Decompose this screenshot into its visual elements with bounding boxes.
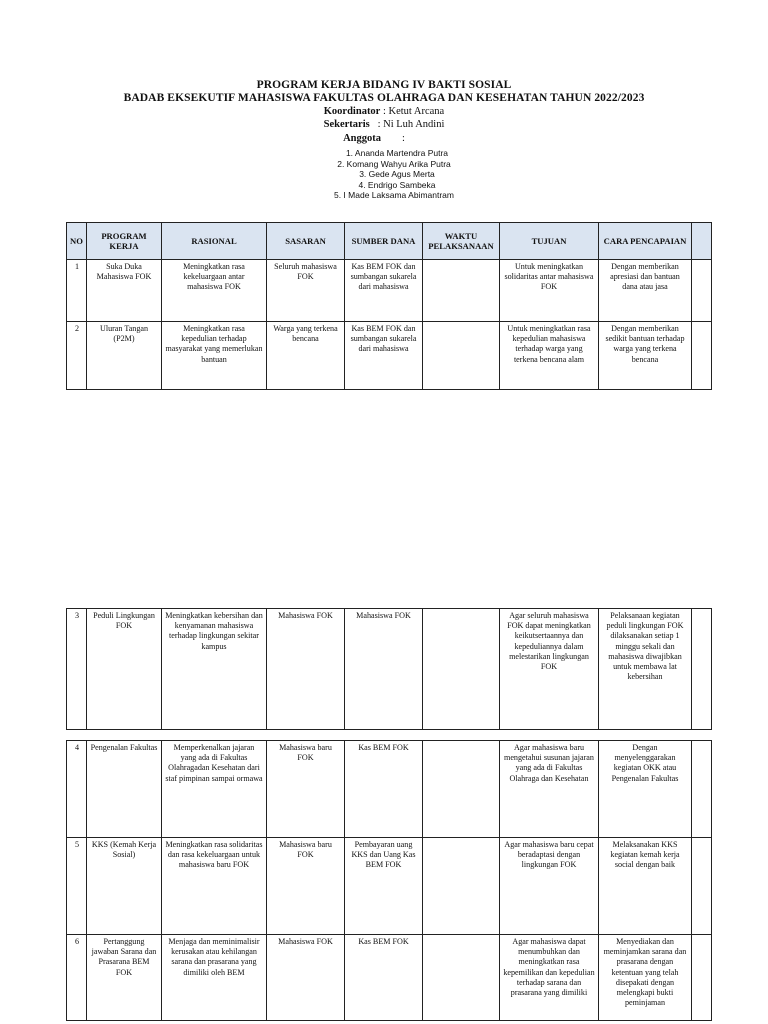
cell-sasaran: Warga yang terkena bencana [267, 322, 345, 390]
cell-extra [692, 322, 712, 390]
member-list [0, 148, 768, 201]
table-row [67, 741, 712, 838]
cell-rasional: Menjaga dan meminimalisir kerusakan atau kehilangan sarana dan prasarana yang dimiliki oleh BEM [162, 935, 267, 1021]
anggota-label: Anggota [343, 133, 381, 144]
program-table-part-2 [66, 608, 712, 730]
table-row [67, 260, 712, 322]
cell-no: 2 [67, 322, 87, 390]
cell-tujuan: Agar mahasiswa baru cepat beradaptasi dengan lingkungan FOK [500, 838, 599, 935]
table-row [67, 838, 712, 935]
cell-sasaran: Mahasiswa baru FOK [267, 838, 345, 935]
col-header-rasional: RASIONAL [162, 223, 267, 260]
cell-waktu [423, 838, 500, 935]
cell-extra [692, 609, 712, 730]
cell-tujuan: Agar seluruh mahasiswa FOK dapat meningkatkan keikutsertaannya dan kepeduliannya dalam melestarikan lingkungan FOK [500, 609, 599, 730]
cell-sumber-dana: Pembayaran uang KKS dan Uang Kas BEM FOK [345, 838, 423, 935]
cell-no: 4 [67, 741, 87, 838]
cell-rasional: Meningkatkan kebersihan dan kenyamanan mahasiswa terhadap lingkungan sekitar kampus [162, 609, 267, 730]
document-title: PROGRAM KERJA BIDANG IV BAKTI SOSIAL [256, 79, 512, 91]
cell-rasional: Meningkatkan rasa kepedulian terhadap masyarakat yang memerlukan bantuan [162, 322, 267, 390]
col-header-extra [692, 223, 712, 260]
cell-sumber-dana: Kas BEM FOK dan sumbangan sukarela dari mahasiswa [345, 322, 423, 390]
cell-sasaran: Mahasiswa FOK [267, 609, 345, 730]
cell-program: KKS (Kemah Kerja Sosial) [87, 838, 162, 935]
cell-no: 1 [67, 260, 87, 322]
cell-tujuan: Agar mahasiswa dapat menumbuhkan dan meningkatkan rasa kepemilikan dan kepedulian terhadap sarana dan prasarana yang dimiliki [500, 935, 599, 1021]
cell-sasaran: Mahasiswa baru FOK [267, 741, 345, 838]
cell-program: Pengenalan Fakultas [87, 741, 162, 838]
col-header-program: PROGRAM KERJA [87, 223, 162, 260]
cell-no: 6 [67, 935, 87, 1021]
member-item: 1. Ananda Martendra Putra [345, 148, 449, 158]
cell-program: Pertanggung jawaban Sarana dan Prasarana BEM FOK [87, 935, 162, 1021]
col-header-waktu: WAKTU PELAKSANAAN [423, 223, 500, 260]
cell-tujuan: Agar mahasiswa baru mengetahui susunan jajaran yang ada di Fakultas Olahraga dan Kesehatan [500, 741, 599, 838]
table-row [67, 935, 712, 1021]
cell-cara: Melaksanakan KKS kegiatan kemah kerja social dengan baik [599, 838, 692, 935]
cell-sasaran: Mahasiswa FOK [267, 935, 345, 1021]
cell-cara: Pelaksanaan kegiatan peduli lingkungan FOK dilaksanakan setiap 1 minggu sekali dan mahasiswa diwajibkan untuk membawa lat kebersihan [599, 609, 692, 730]
cell-cara: Menyediakan dan meminjamkan sarana dan prasarana dengan ketentuan yang telah disepakati dengan melengkapi bukti peminjaman [599, 935, 692, 1021]
koordinator-line [0, 106, 768, 117]
cell-cara: Dengan memberikan sedikit bantuan terhadap warga yang terkena bencana [599, 322, 692, 390]
anggota-separator: : [402, 133, 405, 144]
cell-extra [692, 935, 712, 1021]
col-header-sasaran: SASARAN [267, 223, 345, 260]
cell-sumber-dana: Mahasiswa FOK [345, 609, 423, 730]
cell-waktu [423, 609, 500, 730]
cell-sumber-dana: Kas BEM FOK [345, 741, 423, 838]
member-item: 2. Komang Wahyu Arika Putra [337, 158, 451, 169]
col-header-tujuan: TUJUAN [500, 223, 599, 260]
cell-sumber-dana: Kas BEM FOK dan sumbangan sukarela dari mahasiswa [345, 260, 423, 322]
program-table-part-1 [66, 222, 712, 390]
cell-rasional: Memperkenalkan jajaran yang ada di Fakultas Olahragadan Kesehatan dari staf pimpinan sampai ormawa [162, 741, 267, 838]
cell-sasaran: Seluruh mahasiswa FOK [267, 260, 345, 322]
cell-sumber-dana: Kas BEM FOK [345, 935, 423, 1021]
cell-extra [692, 741, 712, 838]
member-item: 5. I Made Laksama Abimantram [333, 190, 454, 200]
cell-program: Peduli Lingkungan FOK [87, 609, 162, 730]
cell-tujuan: Untuk meningkatkan solidaritas antar mahasiswa FOK [500, 260, 599, 322]
col-header-cara: CARA PENCAPAIAN [599, 223, 692, 260]
cell-waktu [423, 741, 500, 838]
document-subtitle: BADAB EKSEKUTIF MAHASISWA FAKULTAS OLAHRAGA DAN KESEHATAN TAHUN 2022/2023 [123, 92, 645, 104]
cell-extra [692, 838, 712, 935]
table-row [67, 322, 712, 390]
koordinator-label: Koordinator [323, 106, 381, 117]
cell-program: Uluran Tangan (P2M) [87, 322, 162, 390]
sekertaris-line [0, 119, 768, 130]
cell-waktu [423, 322, 500, 390]
member-item: 4. Endrigo Sambeka [358, 179, 436, 190]
cell-waktu [423, 935, 500, 1021]
sekertaris-label: Sekertaris [323, 119, 370, 130]
cell-no: 5 [67, 838, 87, 935]
cell-waktu [423, 260, 500, 322]
member-item: 3. Gede Agus Merta [359, 169, 435, 179]
col-header-no: NO [67, 223, 87, 260]
table-header-row [67, 223, 712, 260]
cell-cara: Dengan menyelenggarakan kegiatan OKK atau Pengenalan Fakultas [599, 741, 692, 838]
cell-rasional: Meningkatkan rasa solidaritas dan rasa kekeluargaan untuk mahasiswa baru FOK [162, 838, 267, 935]
cell-no: 3 [67, 609, 87, 730]
table-row [67, 609, 712, 730]
col-header-sumber-dana: SUMBER DANA [345, 223, 423, 260]
cell-program: Suka Duka Mahasiswa FOK [87, 260, 162, 322]
koordinator-value: : Ketut Arcana [382, 106, 445, 117]
anggota-line [0, 133, 758, 144]
program-table-part-3 [66, 740, 712, 1021]
cell-extra [692, 260, 712, 322]
cell-cara: Dengan memberikan apresiasi dan bantuan dana atau jasa [599, 260, 692, 322]
cell-rasional: Meningkatkan rasa kekeluargaan antar mahasiswa FOK [162, 260, 267, 322]
cell-tujuan: Untuk meningkatkan rasa kepedulian mahasiswa terhadap warga yang terkena bencana alam [500, 322, 599, 390]
sekertaris-value: : Ni Luh Andini [377, 119, 445, 130]
